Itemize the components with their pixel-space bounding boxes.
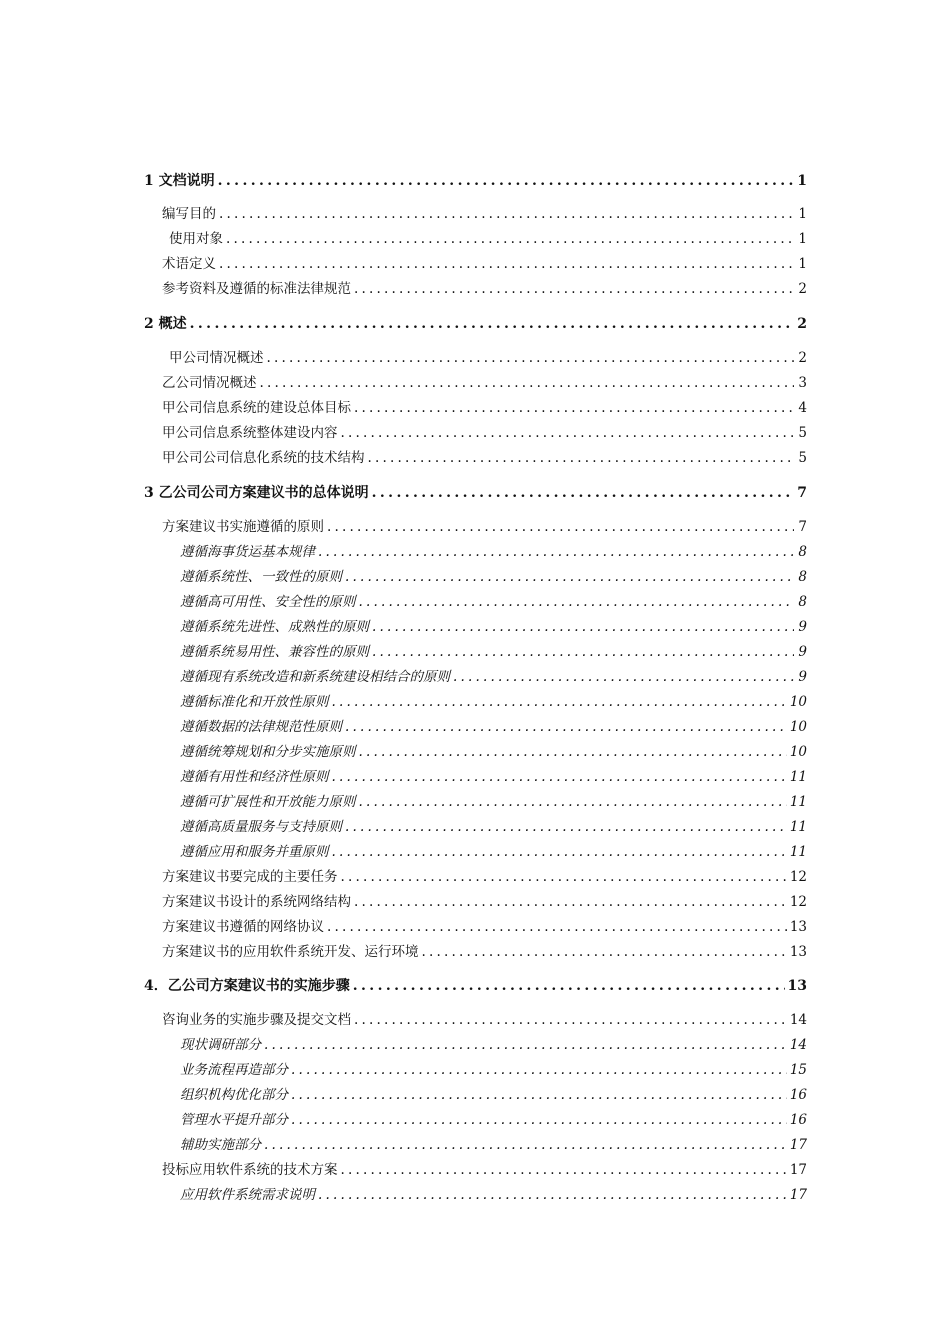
toc-page-number: 2 bbox=[798, 281, 807, 297]
toc-entry-title: 遵循有用性和经济性原则 bbox=[180, 769, 329, 785]
toc-page-number: 10 bbox=[789, 694, 807, 710]
toc-entry-title: 投标应用软件系统的技术方案 bbox=[162, 1162, 338, 1178]
toc-leader-dots bbox=[218, 172, 794, 190]
toc-entry-title: 遵循标准化和开放性原则 bbox=[180, 694, 329, 710]
toc-entry-title: 遵循数据的法律规范性原则 bbox=[180, 719, 342, 735]
toc-entry-title: 1 文档说明 bbox=[144, 173, 215, 189]
toc-leader-dots bbox=[332, 693, 787, 711]
toc-leader-dots bbox=[341, 1161, 787, 1179]
toc-page-number: 8 bbox=[798, 544, 807, 560]
toc-entry-2-2[interactable] bbox=[162, 374, 807, 392]
toc-leader-dots bbox=[341, 424, 795, 442]
toc-entry-title: 使用对象 bbox=[169, 231, 223, 247]
toc-entry-title: 方案建议书实施遵循的原则 bbox=[162, 519, 324, 535]
toc-entry-title: 组织机构优化部分 bbox=[180, 1087, 288, 1103]
toc-entry-3[interactable] bbox=[144, 484, 807, 502]
toc-page-number: 2 bbox=[797, 316, 807, 332]
toc-entry-3-1-1[interactable] bbox=[180, 543, 807, 561]
toc-page-number: 5 bbox=[798, 425, 807, 441]
toc-entry-3-1-6[interactable] bbox=[180, 668, 807, 686]
toc-page-number: 1 bbox=[798, 231, 807, 247]
toc-entry-4-1-2[interactable] bbox=[180, 1061, 807, 1079]
toc-entry-3-2[interactable] bbox=[162, 868, 807, 886]
toc-entry-title: 遵循系统先进性、成熟性的原则 bbox=[180, 619, 369, 635]
toc-entry-1-2[interactable] bbox=[169, 230, 807, 248]
toc-leader-dots bbox=[332, 843, 787, 861]
toc-page-number: 2 bbox=[798, 350, 807, 366]
toc-leader-dots bbox=[219, 205, 794, 223]
toc-entry-4-1-5[interactable] bbox=[180, 1136, 807, 1154]
toc-entry-title: 咨询业务的实施步骤及提交文档 bbox=[162, 1012, 351, 1028]
toc-entry-1-1[interactable] bbox=[162, 205, 807, 223]
toc-entry-title: 甲公司情况概述 bbox=[169, 350, 264, 366]
toc-page-number: 11 bbox=[789, 844, 807, 860]
toc-leader-dots bbox=[318, 1186, 787, 1204]
toc-page-number: 7 bbox=[798, 519, 807, 535]
toc-leader-dots bbox=[219, 255, 794, 273]
toc-page-number: 14 bbox=[789, 1037, 807, 1053]
toc-page-number: 9 bbox=[798, 644, 807, 660]
toc-entry-title: 遵循高质量服务与支持原则 bbox=[180, 819, 342, 835]
toc-entry-2-5[interactable] bbox=[162, 449, 807, 467]
toc-entry-2[interactable] bbox=[144, 315, 807, 333]
toc-leader-dots bbox=[359, 793, 787, 811]
toc-page-number: 1 bbox=[798, 256, 807, 272]
toc-leader-dots bbox=[327, 918, 787, 936]
toc-page-number: 7 bbox=[797, 485, 807, 501]
toc-entry-title: 方案建议书遵循的网络协议 bbox=[162, 919, 324, 935]
toc-leader-dots bbox=[291, 1111, 787, 1129]
toc-leader-dots bbox=[372, 484, 794, 502]
toc-leader-dots bbox=[354, 399, 794, 417]
toc-entry-3-1-5[interactable] bbox=[180, 643, 807, 661]
toc-entry-2-4[interactable] bbox=[162, 424, 807, 442]
toc-leader-dots bbox=[264, 1036, 787, 1054]
toc-leader-dots bbox=[368, 449, 795, 467]
toc-leader-dots bbox=[359, 593, 795, 611]
toc-entry-title: 2 概述 bbox=[144, 316, 187, 332]
toc-entry-1[interactable] bbox=[144, 172, 807, 190]
toc-entry-title: 遵循高可用性、安全性的原则 bbox=[180, 594, 356, 610]
toc-leader-dots bbox=[190, 315, 794, 333]
toc-entry-3-3[interactable] bbox=[162, 893, 807, 911]
toc-entry-title: 管理水平提升部分 bbox=[180, 1112, 288, 1128]
toc-entry-4-2-1[interactable] bbox=[180, 1186, 807, 1204]
toc-entry-4-1[interactable] bbox=[162, 1011, 807, 1029]
toc-leader-dots bbox=[345, 568, 794, 586]
toc-leader-dots bbox=[359, 743, 787, 761]
toc-entry-title: 甲公司信息系统的建设总体目标 bbox=[162, 400, 351, 416]
toc-leader-dots bbox=[372, 618, 794, 636]
toc-entry-title: 方案建议书设计的系统网络结构 bbox=[162, 894, 351, 910]
toc-entry-2-3[interactable] bbox=[162, 399, 807, 417]
toc-leader-dots bbox=[354, 280, 794, 298]
toc-entry-title: 编写目的 bbox=[162, 206, 216, 222]
toc-entry-3-1-8[interactable] bbox=[180, 718, 807, 736]
toc-leader-dots bbox=[260, 374, 795, 392]
toc-entry-3-1-10[interactable] bbox=[180, 768, 807, 786]
toc-entry-title: 3 乙公司公司方案建议书的总体说明 bbox=[144, 485, 369, 501]
toc-entry-title: 术语定义 bbox=[162, 256, 216, 272]
toc-entry-title: 方案建议书的应用软件系统开发、运行环境 bbox=[162, 944, 419, 960]
toc-leader-dots bbox=[345, 818, 787, 836]
toc-entry-title: 参考资料及遵循的标准法律规范 bbox=[162, 281, 351, 297]
toc-page-number: 1 bbox=[798, 206, 807, 222]
toc-page-number: 9 bbox=[798, 669, 807, 685]
toc-entry-4-1-1[interactable] bbox=[180, 1036, 807, 1054]
toc-page-number: 12 bbox=[789, 869, 807, 885]
toc-entry-4-1-4[interactable] bbox=[180, 1111, 807, 1129]
toc-page-number: 4 bbox=[798, 400, 807, 416]
toc-leader-dots bbox=[353, 977, 785, 995]
toc-entry-3-5[interactable] bbox=[162, 943, 807, 961]
toc-entry-title: 遵循现有系统改造和新系统建设相结合的原则 bbox=[180, 669, 450, 685]
toc-entry-title: 遵循可扩展性和开放能力原则 bbox=[180, 794, 356, 810]
toc-entry-3-1-7[interactable] bbox=[180, 693, 807, 711]
toc-leader-dots bbox=[422, 943, 787, 961]
toc-leader-dots bbox=[341, 868, 787, 886]
toc-page-number: 11 bbox=[789, 769, 807, 785]
toc-page-number: 17 bbox=[789, 1137, 807, 1153]
toc-page-number: 16 bbox=[789, 1112, 807, 1128]
toc-page-number: 11 bbox=[789, 794, 807, 810]
toc-entry-title: 4．乙公司方案建议书的实施步骤 bbox=[144, 978, 350, 994]
toc-page-number: 14 bbox=[789, 1012, 807, 1028]
toc-entry-title: 甲公司公司信息化系统的技术结构 bbox=[162, 450, 365, 466]
toc-page-number: 10 bbox=[789, 719, 807, 735]
toc-page-number: 17 bbox=[789, 1162, 807, 1178]
toc-page-number: 16 bbox=[789, 1087, 807, 1103]
toc-page-number: 10 bbox=[789, 744, 807, 760]
toc-page-number: 12 bbox=[789, 894, 807, 910]
toc-leader-dots bbox=[291, 1061, 787, 1079]
toc-page-number: 13 bbox=[789, 919, 807, 935]
toc-entry-4-1-3[interactable] bbox=[180, 1086, 807, 1104]
toc-entry-3-1-4[interactable] bbox=[180, 618, 807, 636]
toc-page-number: 1 bbox=[797, 173, 807, 189]
toc-leader-dots bbox=[354, 1011, 787, 1029]
toc-leader-dots bbox=[327, 518, 794, 536]
toc-entry-title: 遵循系统性、一致性的原则 bbox=[180, 569, 342, 585]
toc-entry-2-1[interactable] bbox=[169, 349, 807, 367]
toc-entry-title: 方案建议书要完成的主要任务 bbox=[162, 869, 338, 885]
toc-leader-dots bbox=[267, 349, 795, 367]
toc-page-number: 13 bbox=[789, 944, 807, 960]
toc-leader-dots bbox=[318, 543, 794, 561]
toc-entry-3-1-2[interactable] bbox=[180, 568, 807, 586]
toc-page-number: 9 bbox=[798, 619, 807, 635]
toc-entry-3-1-12[interactable] bbox=[180, 818, 807, 836]
toc-page-number: 8 bbox=[798, 594, 807, 610]
toc-entry-title: 遵循系统易用性、兼容性的原则 bbox=[180, 644, 369, 660]
toc-leader-dots bbox=[291, 1086, 787, 1104]
toc-entry-title: 遵循应用和服务并重原则 bbox=[180, 844, 329, 860]
toc-page-number: 11 bbox=[789, 819, 807, 835]
toc-leader-dots bbox=[453, 668, 794, 686]
toc-entry-title: 应用软件系统需求说明 bbox=[180, 1187, 315, 1203]
toc-page-number: 13 bbox=[787, 978, 807, 994]
toc-entry-3-1-11[interactable] bbox=[180, 793, 807, 811]
toc-entry-title: 遵循海事货运基本规律 bbox=[180, 544, 315, 560]
toc-entry-title: 辅助实施部分 bbox=[180, 1137, 261, 1153]
toc-entry-title: 业务流程再造部分 bbox=[180, 1062, 288, 1078]
toc-entry-1-3[interactable] bbox=[162, 255, 807, 273]
toc-page-number: 8 bbox=[798, 569, 807, 585]
toc-page-number: 5 bbox=[798, 450, 807, 466]
toc-entry-title: 遵循统筹规划和分步实施原则 bbox=[180, 744, 356, 760]
toc-leader-dots bbox=[264, 1136, 787, 1154]
toc-entry-3-1-13[interactable] bbox=[180, 843, 807, 861]
toc-leader-dots bbox=[354, 893, 787, 911]
toc-entry-title: 乙公司情况概述 bbox=[162, 375, 257, 391]
toc-page-number: 3 bbox=[798, 375, 807, 391]
toc-entry-1-4[interactable] bbox=[162, 280, 807, 298]
toc-entry-4-2[interactable] bbox=[162, 1161, 807, 1179]
toc-leader-dots bbox=[372, 643, 794, 661]
toc-leader-dots bbox=[345, 718, 787, 736]
toc-entry-title: 甲公司信息系统整体建设内容 bbox=[162, 425, 338, 441]
toc-entry-3-1[interactable] bbox=[162, 518, 807, 536]
toc-page-number: 15 bbox=[789, 1062, 807, 1078]
toc-entry-3-1-9[interactable] bbox=[180, 743, 807, 761]
toc-entry-3-1-3[interactable] bbox=[180, 593, 807, 611]
toc-entry-4[interactable] bbox=[144, 977, 807, 995]
toc-entry-title: 现状调研部分 bbox=[180, 1037, 261, 1053]
toc-page-number: 17 bbox=[789, 1187, 807, 1203]
toc-entry-3-4[interactable] bbox=[162, 918, 807, 936]
toc-leader-dots bbox=[226, 230, 794, 248]
toc-leader-dots bbox=[332, 768, 787, 786]
